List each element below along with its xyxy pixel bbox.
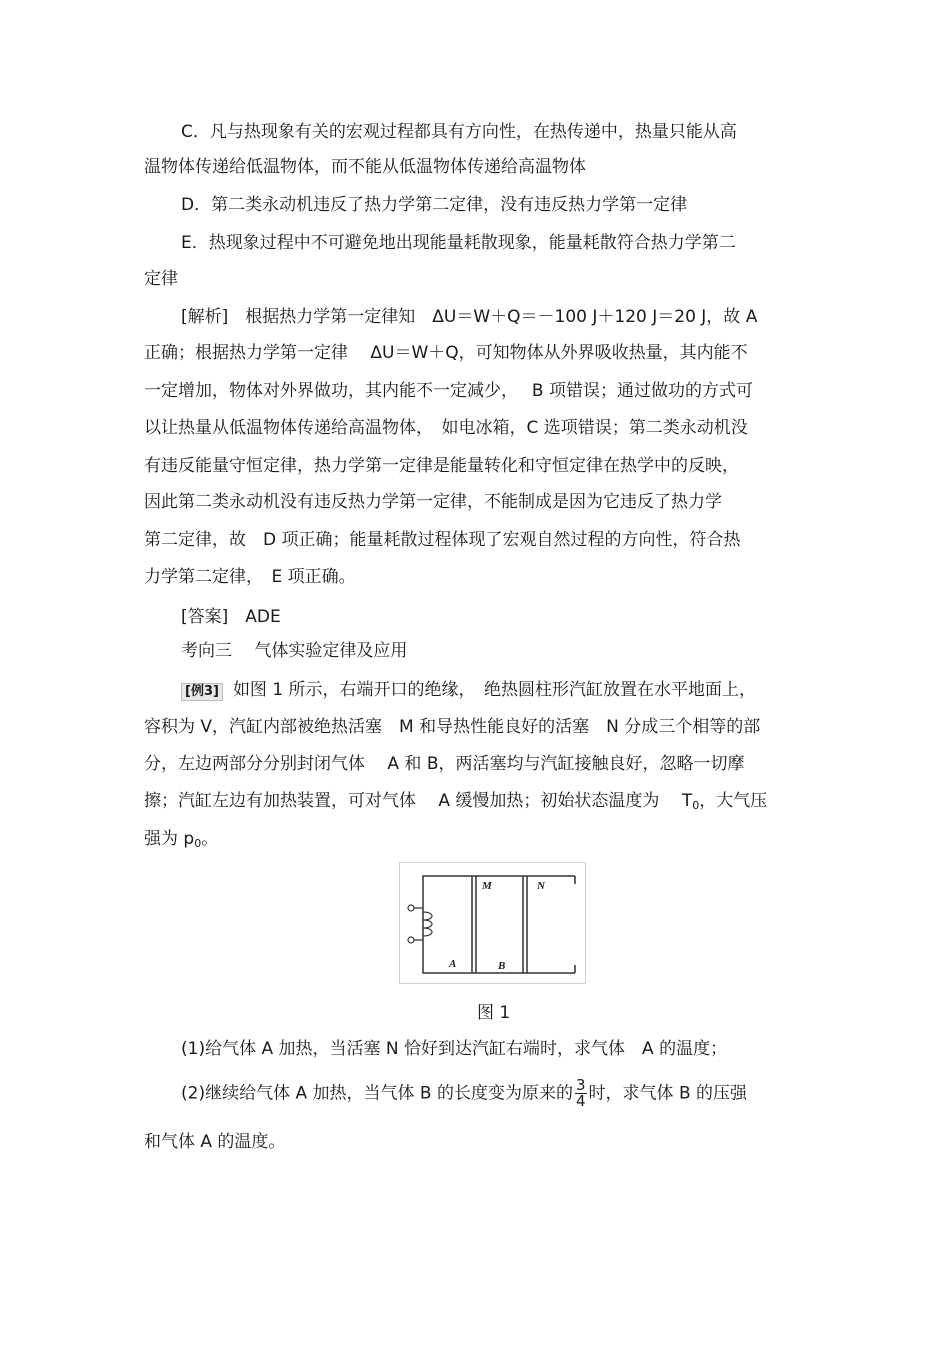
text-line: D．第二类永动机违反了热力学第二定律，没有违反热力学第一定律 — [181, 195, 688, 215]
analysis-line: 以让热量从低温物体传递给高温物体， 如电冰箱，C 选项错误；第二类永动机没 — [144, 418, 748, 438]
analysis-line: 正确；根据热力学第一定律 ΔU＝W＋Q，可知物体从外界吸收热量，其内能不 — [144, 343, 748, 363]
example-line: 分，左边两部分分别封闭气体 A 和 B，两活塞均与汽缸接触良好，忽略一切摩 — [144, 754, 745, 774]
label-m: M — [482, 880, 492, 892]
question-2 — [181, 1078, 747, 1109]
subscript: 0 — [692, 799, 700, 812]
question-1: (1)给气体 A 加热，当活塞 N 恰好到达汽缸右端时，求气体 A 的温度； — [181, 1039, 728, 1059]
example-tag: [例3] — [181, 683, 223, 701]
example-line — [144, 790, 767, 817]
example-text: 擦；汽缸左边有加热装置，可对气体 A 缓慢加热；初始状态温度为 T — [144, 791, 693, 811]
cylinder-diagram — [399, 862, 586, 984]
example-text: ，大气压 — [699, 791, 768, 811]
analysis-line: 有违反能量守恒定律，热力学第一定律是能量转化和守恒定律在热学中的反映， — [144, 456, 739, 476]
analysis-line: 力学第二定律， E 项正确。 — [144, 567, 356, 587]
text-line: 定律 — [144, 269, 178, 289]
example-text: 。 — [201, 829, 219, 849]
figure-caption: 图 1 — [477, 1003, 511, 1023]
answer-line: [答案] ADE — [181, 607, 281, 627]
fraction — [575, 1078, 587, 1109]
section-heading: 考向三 气体实验定律及应用 — [181, 641, 408, 661]
analysis-line: [解析] 根据热力学第一定律知 ΔU＝W＋Q＝－100 J＋120 J＝20 J，故 A — [181, 307, 758, 327]
text-line: 温物体传递给低温物体，而不能从低温物体传递给高温物体 — [144, 157, 586, 177]
fraction-numerator: 3 — [576, 1076, 586, 1094]
example-line — [144, 828, 218, 855]
example-line: 容积为 V，汽缸内部被绝热活塞 M 和导热性能良好的活塞 N 分成三个相等的部 — [144, 717, 761, 737]
text-line: E．热现象过程中不可避免地出现能量耗散现象，能量耗散符合热力学第二 — [181, 233, 736, 253]
example-text: 如图 1 所示，右端开口的绝缘， 绝热圆柱形汽缸放置在水平地面上， — [232, 680, 757, 700]
fraction-denominator: 4 — [576, 1092, 586, 1110]
question-2-cont: 和气体 A 的温度。 — [144, 1132, 286, 1152]
analysis-line: 一定增加，物体对外界做功，其内能不一定减少， B 项错误；通过做功的方式可 — [144, 381, 753, 401]
analysis-line: 第二定律，故 D 项正确；能量耗散过程体现了宏观自然过程的方向性，符合热 — [144, 530, 741, 550]
label-a: A — [449, 958, 457, 970]
analysis-line: 因此第二类永动机没有违反热力学第一定律，不能制成是因为它违反了热力学 — [144, 492, 722, 512]
question-text: (2)继续给气体 A 加热，当气体 B 的长度变为原来的 — [181, 1083, 573, 1104]
subscript: 0 — [194, 837, 202, 850]
question-text: 时，求气体 B 的压强 — [588, 1083, 748, 1104]
text-line: C．凡与热现象有关的宏观过程都具有方向性，在热传递中，热量只能从高 — [181, 122, 737, 142]
label-n: N — [537, 880, 545, 892]
example-text: 强为 p — [144, 829, 195, 849]
label-b: B — [498, 960, 506, 972]
example-line — [181, 679, 756, 701]
